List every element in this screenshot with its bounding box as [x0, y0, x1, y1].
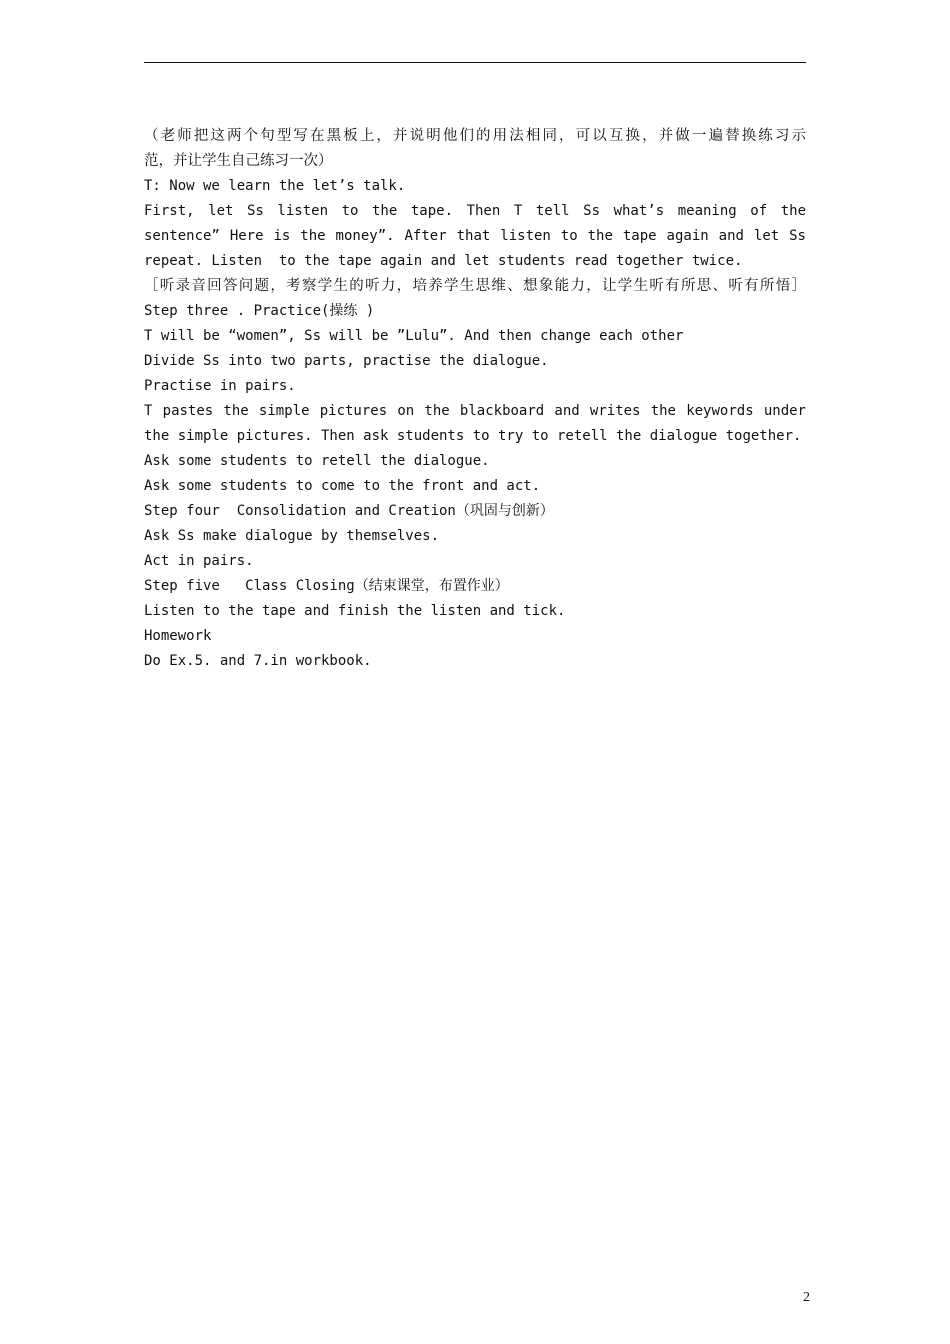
paragraph-line: Listen to the tape and finish the listen and tick.	[144, 603, 566, 619]
paragraph-line: First, let Ss listen to the tape. Then T tell Ss what’s meaning of the	[144, 203, 806, 219]
step-heading: Step four Consolidation and Creation（巩固与创新）	[144, 503, 554, 519]
paragraph-line: sentence” Here is the money”. After that listen to the tape again and let Ss	[144, 228, 806, 244]
page-number: 2	[803, 1290, 810, 1305]
paragraph-line: Ask Ss make dialogue by themselves.	[144, 528, 440, 544]
paragraph-line: T will be “women”, Ss will be ”Lulu”. And then change each other	[144, 328, 684, 344]
paragraph-line: the simple pictures. Then ask students to try to retell the dialogue together.	[144, 428, 802, 444]
paragraph-line: repeat. Listen to the tape again and let students read together twice.	[144, 253, 743, 269]
paragraph-line: Ask some students to come to the front and act.	[144, 478, 541, 494]
step-heading: Step five Class Closing（结束课堂，布置作业）	[144, 578, 509, 594]
paragraph-line: Divide Ss into two parts, practise the dialogue.	[144, 353, 549, 369]
step-heading: Step three . Practice(操练 )	[144, 303, 375, 319]
paragraph-line: T: Now we learn the let’s talk.	[144, 178, 406, 194]
paragraph-line: Do Ex.5. and 7.in workbook.	[144, 653, 372, 669]
paragraph-line: Act in pairs.	[144, 553, 254, 569]
paragraph-line: 范，并让学生自己练习一次）	[144, 153, 333, 169]
paragraph-line: Ask some students to retell the dialogue.	[144, 453, 490, 469]
section-heading-homework: Homework	[144, 628, 212, 644]
header-rule	[144, 62, 806, 63]
paragraph-line: （老师把这两个句型写在黑板上，并说明他们的用法相同，可以互换，并做一遍替换练习示	[144, 128, 806, 144]
paragraph-line: ［听录音回答问题，考察学生的听力，培养学生思维、想象能力，让学生听有所思、听有所悟］	[144, 278, 806, 294]
paragraph-line: T pastes the simple pictures on the blackboard and writes the keywords under	[144, 403, 806, 419]
paragraph-line: Practise in pairs.	[144, 378, 296, 394]
document-body	[144, 124, 806, 674]
